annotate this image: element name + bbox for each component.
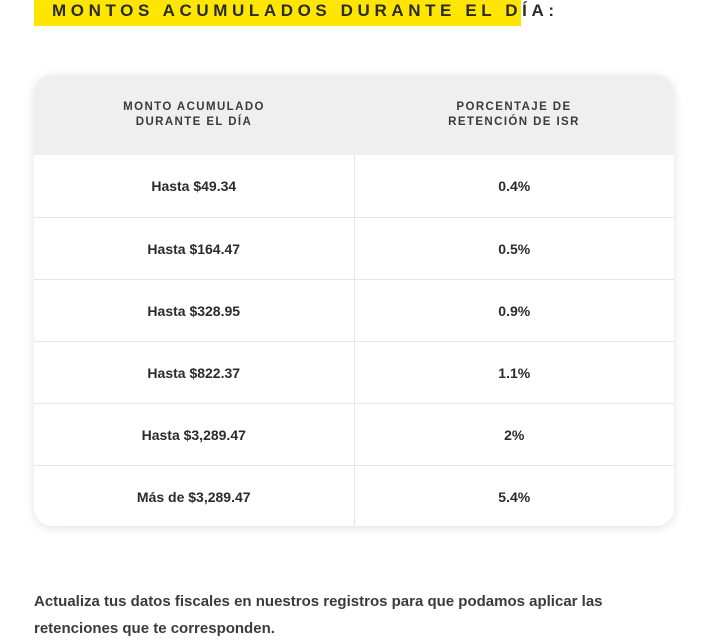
amount-cell: Hasta $822.37 [34, 342, 355, 403]
percent-cell: 5.4% [498, 488, 531, 505]
table-row [34, 217, 674, 279]
column-header-amount: MONTO ACUMULADO DURANTE EL DÍA [123, 101, 265, 128]
table-row [34, 403, 674, 465]
table-row [34, 155, 674, 217]
amount-cell: Hasta $3,289.47 [34, 404, 355, 465]
percent-cell: 0.4% [498, 178, 531, 194]
fiscal-data-note: Actualiza tus datos fiscales en nuestros registros para que podamos aplicar las retenciones que te corresponden. [34, 593, 603, 637]
table-header [34, 75, 674, 155]
percent-cell: 0.9% [498, 302, 531, 319]
percent-cell: 0.5% [498, 240, 531, 257]
amount-cell: Hasta $164.47 [34, 218, 355, 279]
section-heading-bar [34, 0, 559, 26]
column-header-percent: PORCENTAJE DE RETENCIÓN DE ISR [448, 101, 580, 128]
isr-retention-table [34, 75, 674, 526]
amount-cell: Hasta $328.95 [34, 280, 355, 341]
amount-cell: Más de $3,289.47 [34, 466, 355, 526]
table-row [34, 279, 674, 341]
table-row [34, 341, 674, 403]
percent-cell: 2% [504, 426, 525, 443]
amount-cell: Hasta $49.34 [34, 155, 355, 217]
table-body [34, 155, 674, 526]
percent-cell: 1.1% [498, 364, 531, 381]
table-row [34, 465, 674, 526]
section-heading: MONTOS ACUMULADOS DURANTE EL DÍA: [52, 1, 559, 20]
